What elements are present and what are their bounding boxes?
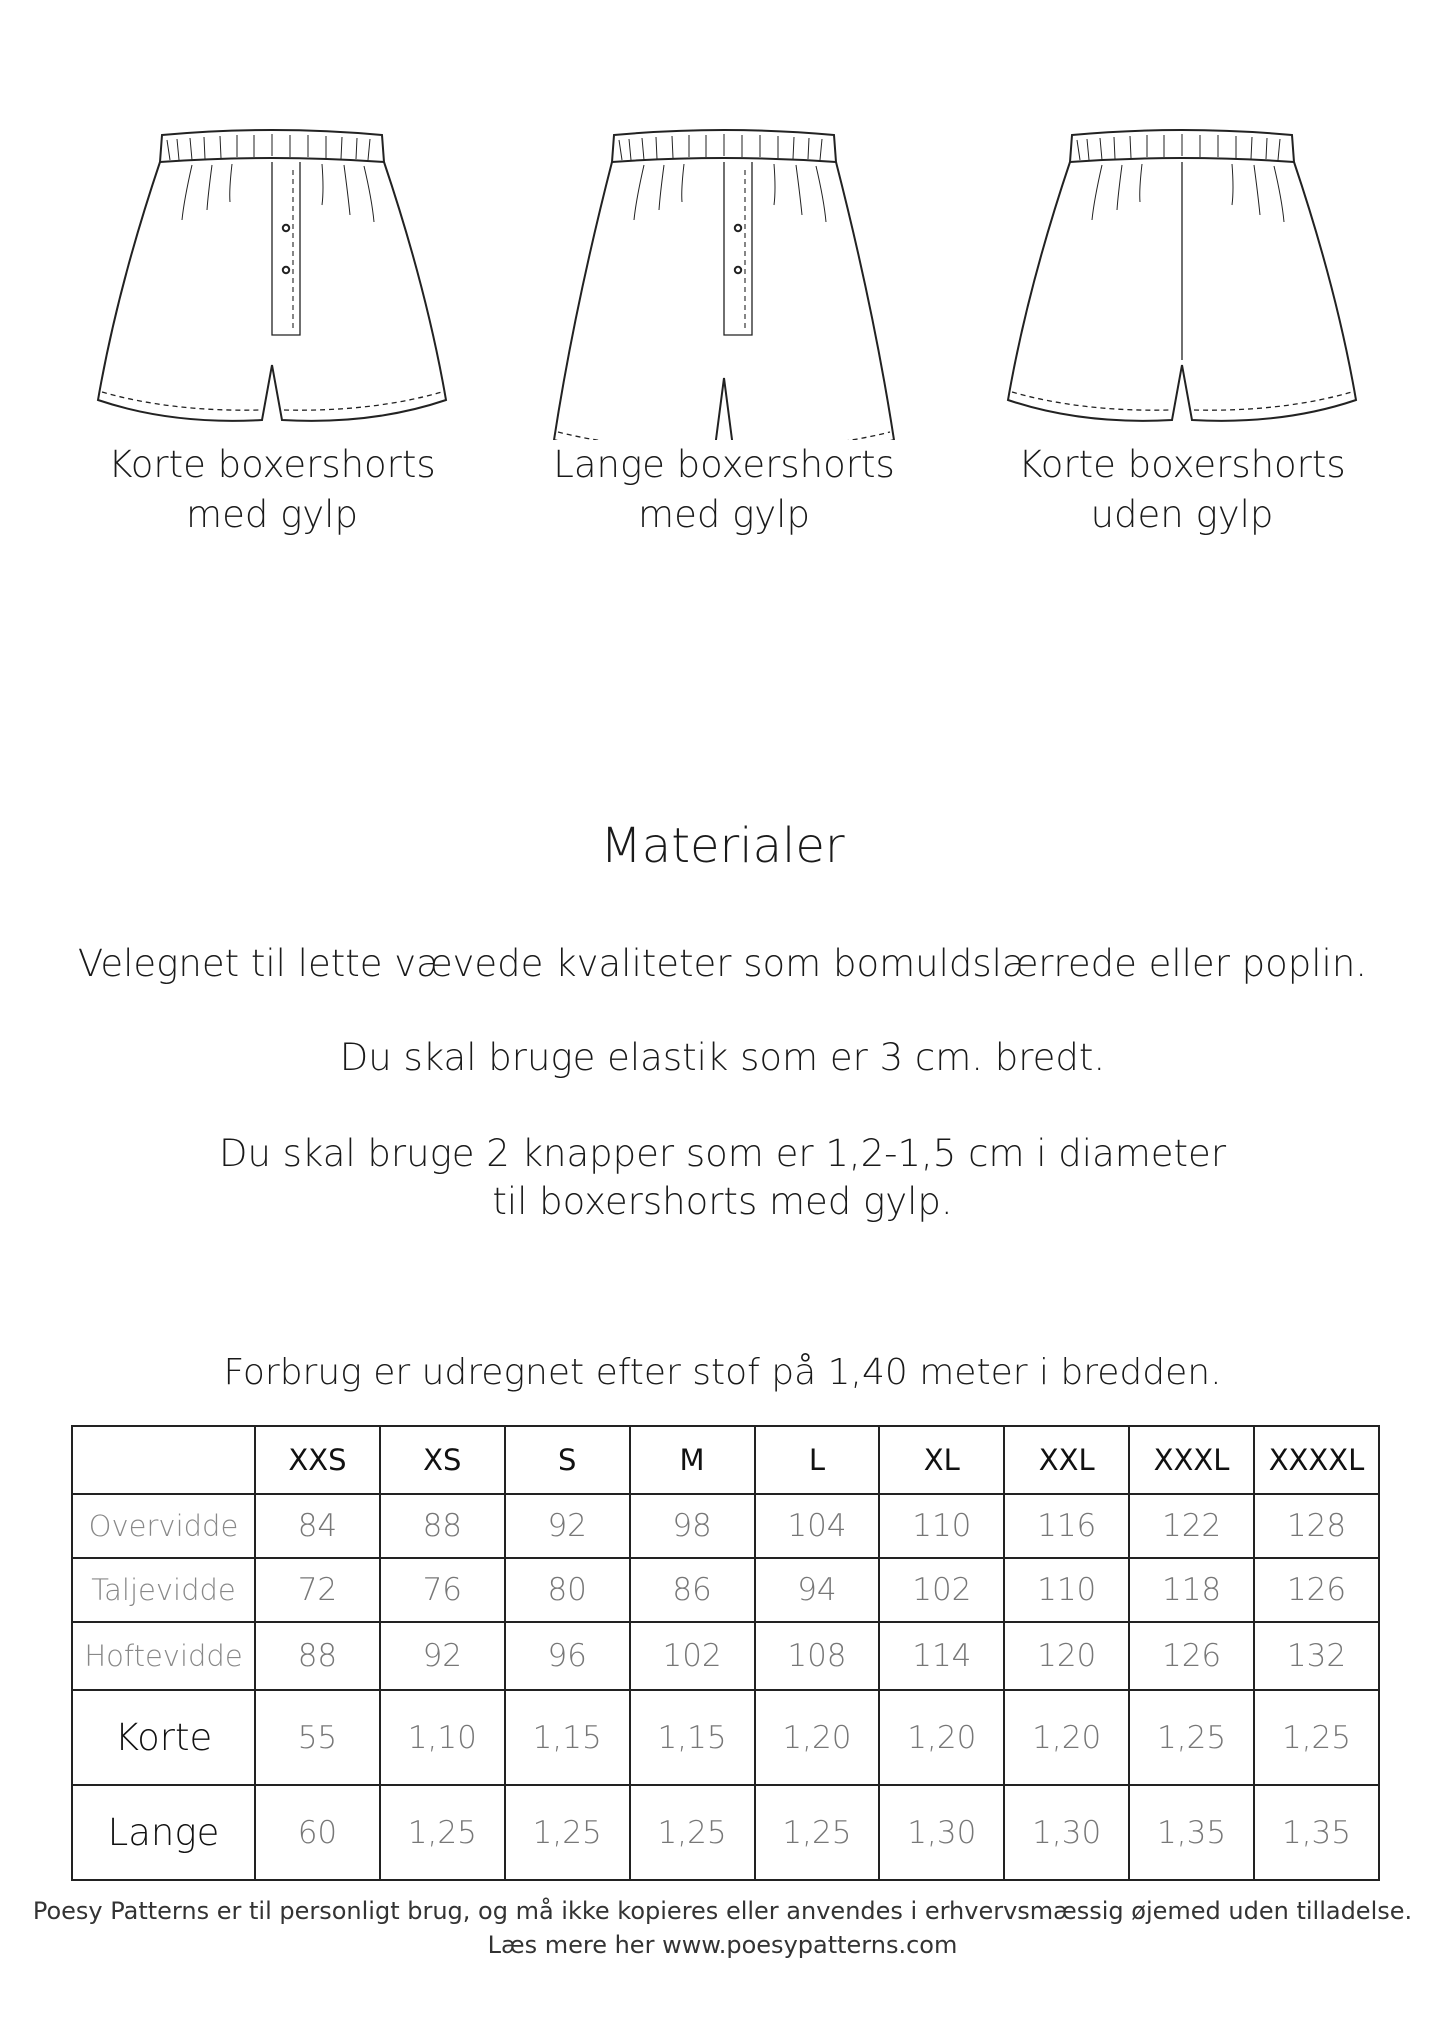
paragraph-text: Velegnet til lette vævede kvaliteter som bomuldslærrede eller poplin. [77,942,1368,985]
size-header: XL [879,1426,1004,1494]
garment-short-without-fly [972,110,1392,540]
table-cell: 1,15 [505,1690,630,1785]
materials-title: Materialer [600,818,845,874]
footer-line1: Poesy Patterns er til personligt brug, og må ikke kopieres eller anvendes i erhvervsmæssig øjemed uden tilladelse. [32,1897,1413,1925]
table-cell: 55 [255,1690,380,1785]
table-cell: 72 [255,1558,380,1622]
table-cell: 84 [255,1494,380,1558]
row-label: Taljevidde [72,1558,255,1622]
table-cell: 92 [505,1494,630,1558]
table-cell: 80 [505,1558,630,1622]
materials-paragraph-fabric [0,940,1445,988]
table-cell: 102 [879,1558,1004,1622]
caption-line1: Korte boxershorts [1018,443,1346,486]
footer-link-line: Læs mere her www.poesypatterns.com [487,1931,958,1959]
table-cell: 1,10 [380,1690,505,1785]
row-label: Hoftevidde [72,1622,255,1690]
caption-line1: Korte boxershorts [108,443,436,486]
size-header: XXXXL [1254,1426,1379,1494]
caption-line2: uden gylp [1090,493,1274,536]
size-header: S [505,1426,630,1494]
table-cell: 120 [1004,1622,1129,1690]
table-row [72,1494,1379,1558]
caption-line2: med gylp [638,493,810,536]
short-boxershorts-with-fly-illustration [72,110,472,440]
table-cell: 1,35 [1254,1785,1379,1880]
paragraph-line1: Du skal bruge 2 knapper som er 1,2-1,5 cm i diameter [218,1132,1227,1175]
table-cell: 116 [1004,1494,1129,1558]
table-cell: 108 [755,1622,880,1690]
materials-paragraph-elastic [0,1034,1445,1082]
table-cell: 114 [879,1622,1004,1690]
garment-caption [514,440,934,540]
row-label: Lange [72,1785,255,1880]
garment-illustrations [0,110,1445,630]
table-cell: 110 [879,1494,1004,1558]
table-row [72,1558,1379,1622]
table-cell: 132 [1254,1622,1379,1690]
table-cell: 88 [380,1494,505,1558]
table-row [72,1690,1379,1785]
paragraph-line2: til boxershorts med gylp. [492,1180,953,1223]
row-label: Overvidde [72,1494,255,1558]
table-cell: 1,25 [1254,1690,1379,1785]
table-cell: 1,20 [879,1690,1004,1785]
garment-long-with-fly [514,110,934,540]
table-cell: 110 [1004,1558,1129,1622]
table-cell: 76 [380,1558,505,1622]
table-cell: 126 [1254,1558,1379,1622]
table-cell: 96 [505,1622,630,1690]
table-row [72,1622,1379,1690]
table-cell: 1,30 [1004,1785,1129,1880]
footer-notice [0,1894,1445,1962]
table-cell: 1,25 [1129,1690,1254,1785]
table-cell: 1,20 [1004,1690,1129,1785]
size-table [71,1425,1380,1881]
table-cell: 1,25 [380,1785,505,1880]
table-cell: 122 [1129,1494,1254,1558]
table-cell: 128 [1254,1494,1379,1558]
table-cell: 86 [630,1558,755,1622]
table-cell: 102 [630,1622,755,1690]
garment-caption [62,440,482,540]
size-header: XXXL [1129,1426,1254,1494]
table-cell: 118 [1129,1558,1254,1622]
table-row [72,1785,1379,1880]
table-cell: 104 [755,1494,880,1558]
table-cell: 1,15 [630,1690,755,1785]
size-header: L [755,1426,880,1494]
table-cell: 60 [255,1785,380,1880]
short-boxershorts-without-fly-illustration [982,110,1382,440]
table-cell: 1,25 [630,1785,755,1880]
materials-paragraph-buttons [0,1130,1445,1226]
table-caption: Forbrug er udregnet efter stof på 1,40 meter i bredden. [223,1352,1222,1393]
size-header: M [630,1426,755,1494]
caption-line1: Lange boxershorts [553,443,895,486]
long-boxershorts-with-fly-illustration [524,110,924,440]
table-cell: 1,30 [879,1785,1004,1880]
paragraph-text: Du skal bruge elastik som er 3 cm. bredt. [339,1036,1106,1079]
table-corner-cell [72,1426,255,1494]
table-cell: 1,25 [505,1785,630,1880]
table-cell: 1,20 [755,1690,880,1785]
table-cell: 94 [755,1558,880,1622]
size-header: XS [380,1426,505,1494]
caption-line2: med gylp [186,493,358,536]
garment-caption [972,440,1392,540]
table-cell: 88 [255,1622,380,1690]
row-label: Korte [72,1690,255,1785]
table-cell: 1,35 [1129,1785,1254,1880]
table-cell: 126 [1129,1622,1254,1690]
size-header: XXS [255,1426,380,1494]
table-cell: 98 [630,1494,755,1558]
garment-short-with-fly [62,110,482,540]
table-cell: 1,25 [755,1785,880,1880]
table-header-row [72,1426,1379,1494]
table-cell: 92 [380,1622,505,1690]
size-header: XXL [1004,1426,1129,1494]
